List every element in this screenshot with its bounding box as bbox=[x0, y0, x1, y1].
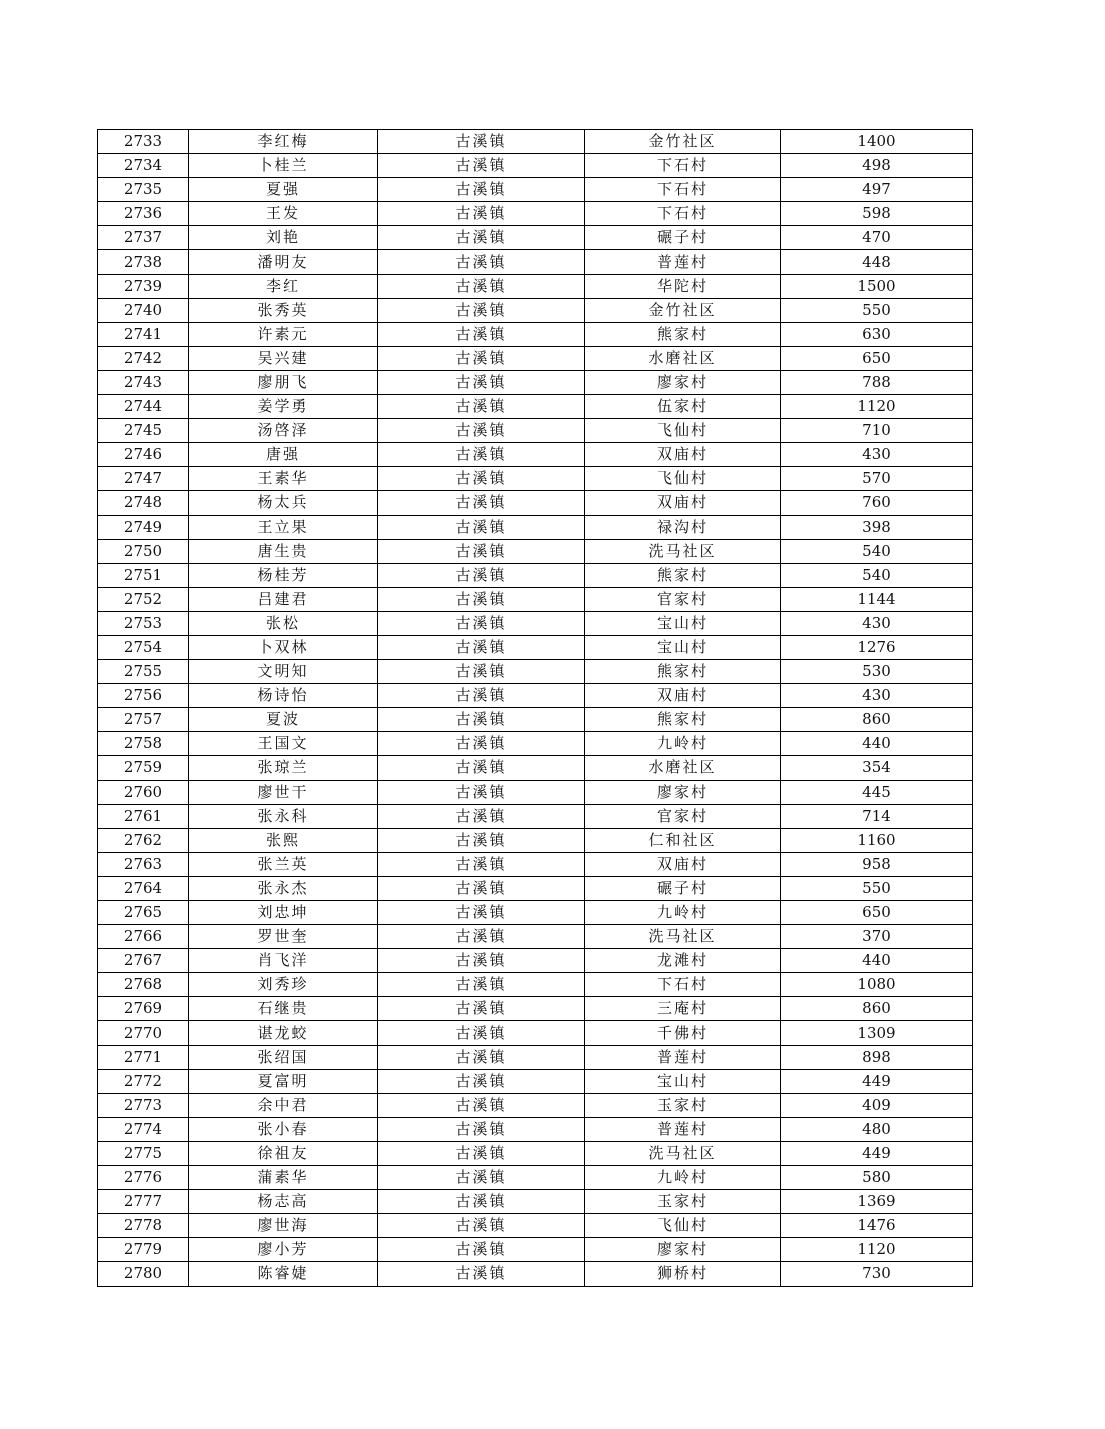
cell-town: 古溪镇 bbox=[378, 419, 585, 443]
cell-number: 2742 bbox=[98, 346, 189, 370]
cell-name: 张松 bbox=[189, 611, 378, 635]
table-row bbox=[98, 660, 973, 684]
cell-name: 杨太兵 bbox=[189, 491, 378, 515]
cell-town: 古溪镇 bbox=[378, 1117, 585, 1141]
table-row bbox=[98, 202, 973, 226]
cell-name: 刘忠坤 bbox=[189, 901, 378, 925]
cell-number: 2744 bbox=[98, 395, 189, 419]
cell-town: 古溪镇 bbox=[378, 587, 585, 611]
cell-amount: 440 bbox=[781, 732, 973, 756]
cell-name: 卜双林 bbox=[189, 635, 378, 659]
cell-town: 古溪镇 bbox=[378, 876, 585, 900]
table-row bbox=[98, 563, 973, 587]
cell-village: 洗马社区 bbox=[585, 1141, 781, 1165]
cell-village: 宝山村 bbox=[585, 635, 781, 659]
cell-town: 古溪镇 bbox=[378, 1141, 585, 1165]
cell-village: 九岭村 bbox=[585, 901, 781, 925]
cell-amount: 530 bbox=[781, 660, 973, 684]
cell-number: 2780 bbox=[98, 1262, 189, 1286]
cell-name: 余中君 bbox=[189, 1093, 378, 1117]
cell-name: 张熙 bbox=[189, 828, 378, 852]
cell-village: 双庙村 bbox=[585, 491, 781, 515]
cell-amount: 898 bbox=[781, 1045, 973, 1069]
cell-number: 2773 bbox=[98, 1093, 189, 1117]
cell-number: 2748 bbox=[98, 491, 189, 515]
cell-amount: 1276 bbox=[781, 635, 973, 659]
cell-amount: 470 bbox=[781, 226, 973, 250]
table-row bbox=[98, 1190, 973, 1214]
cell-number: 2761 bbox=[98, 804, 189, 828]
cell-town: 古溪镇 bbox=[378, 828, 585, 852]
cell-amount: 498 bbox=[781, 154, 973, 178]
cell-village: 双庙村 bbox=[585, 443, 781, 467]
cell-village: 宝山村 bbox=[585, 611, 781, 635]
cell-amount: 650 bbox=[781, 901, 973, 925]
cell-town: 古溪镇 bbox=[378, 563, 585, 587]
cell-town: 古溪镇 bbox=[378, 635, 585, 659]
cell-name: 卜桂兰 bbox=[189, 154, 378, 178]
cell-number: 2751 bbox=[98, 563, 189, 587]
cell-village: 熊家村 bbox=[585, 322, 781, 346]
cell-town: 古溪镇 bbox=[378, 1093, 585, 1117]
cell-name: 姜学勇 bbox=[189, 395, 378, 419]
cell-village: 碾子村 bbox=[585, 876, 781, 900]
cell-amount: 730 bbox=[781, 1262, 973, 1286]
table-row bbox=[98, 635, 973, 659]
cell-amount: 480 bbox=[781, 1117, 973, 1141]
cell-village: 九岭村 bbox=[585, 1166, 781, 1190]
cell-name: 张永科 bbox=[189, 804, 378, 828]
cell-amount: 650 bbox=[781, 346, 973, 370]
cell-amount: 449 bbox=[781, 1069, 973, 1093]
cell-village: 双庙村 bbox=[585, 684, 781, 708]
table-row bbox=[98, 226, 973, 250]
cell-village: 飞仙村 bbox=[585, 467, 781, 491]
cell-town: 古溪镇 bbox=[378, 1021, 585, 1045]
cell-name: 杨桂芳 bbox=[189, 563, 378, 587]
cell-name: 唐强 bbox=[189, 443, 378, 467]
cell-number: 2756 bbox=[98, 684, 189, 708]
table-row bbox=[98, 178, 973, 202]
cell-amount: 1309 bbox=[781, 1021, 973, 1045]
cell-village: 下石村 bbox=[585, 178, 781, 202]
cell-village: 玉家村 bbox=[585, 1093, 781, 1117]
table-row bbox=[98, 370, 973, 394]
cell-village: 水磨社区 bbox=[585, 756, 781, 780]
cell-amount: 440 bbox=[781, 949, 973, 973]
cell-village: 狮桥村 bbox=[585, 1262, 781, 1286]
table-row bbox=[98, 973, 973, 997]
cell-number: 2741 bbox=[98, 322, 189, 346]
table-row bbox=[98, 1045, 973, 1069]
table-row bbox=[98, 539, 973, 563]
cell-number: 2734 bbox=[98, 154, 189, 178]
cell-town: 古溪镇 bbox=[378, 708, 585, 732]
cell-amount: 1369 bbox=[781, 1190, 973, 1214]
table-row bbox=[98, 997, 973, 1021]
cell-amount: 409 bbox=[781, 1093, 973, 1117]
cell-amount: 430 bbox=[781, 443, 973, 467]
cell-name: 蒲素华 bbox=[189, 1166, 378, 1190]
cell-town: 古溪镇 bbox=[378, 250, 585, 274]
cell-amount: 1080 bbox=[781, 973, 973, 997]
cell-village: 洗马社区 bbox=[585, 925, 781, 949]
cell-number: 2763 bbox=[98, 852, 189, 876]
cell-village: 伍家村 bbox=[585, 395, 781, 419]
cell-town: 古溪镇 bbox=[378, 443, 585, 467]
cell-name: 张琼兰 bbox=[189, 756, 378, 780]
cell-number: 2757 bbox=[98, 708, 189, 732]
cell-village: 双庙村 bbox=[585, 852, 781, 876]
cell-amount: 449 bbox=[781, 1141, 973, 1165]
table-row bbox=[98, 274, 973, 298]
cell-amount: 445 bbox=[781, 780, 973, 804]
table-row bbox=[98, 1141, 973, 1165]
cell-name: 谌龙蛟 bbox=[189, 1021, 378, 1045]
cell-town: 古溪镇 bbox=[378, 684, 585, 708]
cell-number: 2749 bbox=[98, 515, 189, 539]
cell-amount: 1120 bbox=[781, 1238, 973, 1262]
cell-village: 普莲村 bbox=[585, 1117, 781, 1141]
cell-name: 张永杰 bbox=[189, 876, 378, 900]
cell-name: 李红梅 bbox=[189, 130, 378, 154]
cell-village: 廖家村 bbox=[585, 1238, 781, 1262]
cell-name: 文明知 bbox=[189, 660, 378, 684]
table-row bbox=[98, 756, 973, 780]
cell-number: 2739 bbox=[98, 274, 189, 298]
cell-name: 张秀英 bbox=[189, 298, 378, 322]
cell-village: 宝山村 bbox=[585, 1069, 781, 1093]
cell-amount: 550 bbox=[781, 876, 973, 900]
cell-village: 千佛村 bbox=[585, 1021, 781, 1045]
cell-name: 刘艳 bbox=[189, 226, 378, 250]
cell-number: 2743 bbox=[98, 370, 189, 394]
cell-number: 2752 bbox=[98, 587, 189, 611]
cell-amount: 540 bbox=[781, 563, 973, 587]
cell-name: 汤啓泽 bbox=[189, 419, 378, 443]
table-row bbox=[98, 828, 973, 852]
cell-amount: 598 bbox=[781, 202, 973, 226]
cell-name: 肖飞洋 bbox=[189, 949, 378, 973]
cell-town: 古溪镇 bbox=[378, 780, 585, 804]
cell-amount: 354 bbox=[781, 756, 973, 780]
table-body bbox=[98, 130, 973, 1287]
cell-town: 古溪镇 bbox=[378, 611, 585, 635]
cell-name: 杨诗怡 bbox=[189, 684, 378, 708]
cell-town: 古溪镇 bbox=[378, 1190, 585, 1214]
cell-number: 2779 bbox=[98, 1238, 189, 1262]
cell-village: 禄沟村 bbox=[585, 515, 781, 539]
cell-name: 夏富明 bbox=[189, 1069, 378, 1093]
cell-amount: 760 bbox=[781, 491, 973, 515]
cell-amount: 788 bbox=[781, 370, 973, 394]
cell-village: 熊家村 bbox=[585, 660, 781, 684]
cell-amount: 570 bbox=[781, 467, 973, 491]
cell-amount: 860 bbox=[781, 997, 973, 1021]
cell-village: 金竹社区 bbox=[585, 298, 781, 322]
table-row bbox=[98, 130, 973, 154]
cell-town: 古溪镇 bbox=[378, 370, 585, 394]
cell-number: 2745 bbox=[98, 419, 189, 443]
cell-number: 2754 bbox=[98, 635, 189, 659]
cell-amount: 710 bbox=[781, 419, 973, 443]
cell-town: 古溪镇 bbox=[378, 154, 585, 178]
cell-number: 2767 bbox=[98, 949, 189, 973]
cell-village: 飞仙村 bbox=[585, 419, 781, 443]
table-row bbox=[98, 395, 973, 419]
cell-amount: 1476 bbox=[781, 1214, 973, 1238]
cell-name: 廖世海 bbox=[189, 1214, 378, 1238]
cell-amount: 430 bbox=[781, 611, 973, 635]
cell-town: 古溪镇 bbox=[378, 467, 585, 491]
cell-name: 潘明友 bbox=[189, 250, 378, 274]
cell-village: 下石村 bbox=[585, 202, 781, 226]
cell-number: 2769 bbox=[98, 997, 189, 1021]
cell-village: 华陀村 bbox=[585, 274, 781, 298]
cell-name: 张兰英 bbox=[189, 852, 378, 876]
cell-name: 王素华 bbox=[189, 467, 378, 491]
cell-number: 2774 bbox=[98, 1117, 189, 1141]
table-row bbox=[98, 1117, 973, 1141]
cell-number: 2775 bbox=[98, 1141, 189, 1165]
cell-number: 2735 bbox=[98, 178, 189, 202]
cell-town: 古溪镇 bbox=[378, 178, 585, 202]
cell-town: 古溪镇 bbox=[378, 515, 585, 539]
cell-amount: 497 bbox=[781, 178, 973, 202]
cell-town: 古溪镇 bbox=[378, 130, 585, 154]
cell-amount: 958 bbox=[781, 852, 973, 876]
cell-amount: 1160 bbox=[781, 828, 973, 852]
cell-number: 2760 bbox=[98, 780, 189, 804]
cell-name: 张绍国 bbox=[189, 1045, 378, 1069]
table-row bbox=[98, 346, 973, 370]
cell-name: 陈睿婕 bbox=[189, 1262, 378, 1286]
table-row bbox=[98, 1262, 973, 1286]
cell-town: 古溪镇 bbox=[378, 346, 585, 370]
cell-amount: 630 bbox=[781, 322, 973, 346]
table-row bbox=[98, 587, 973, 611]
cell-name: 杨志高 bbox=[189, 1190, 378, 1214]
cell-name: 王国文 bbox=[189, 732, 378, 756]
cell-number: 2776 bbox=[98, 1166, 189, 1190]
cell-village: 熊家村 bbox=[585, 708, 781, 732]
cell-village: 下石村 bbox=[585, 154, 781, 178]
cell-amount: 1120 bbox=[781, 395, 973, 419]
cell-name: 许素元 bbox=[189, 322, 378, 346]
table-row bbox=[98, 684, 973, 708]
cell-town: 古溪镇 bbox=[378, 539, 585, 563]
cell-village: 下石村 bbox=[585, 973, 781, 997]
table-row bbox=[98, 852, 973, 876]
cell-village: 飞仙村 bbox=[585, 1214, 781, 1238]
table-row bbox=[98, 780, 973, 804]
table-row bbox=[98, 1214, 973, 1238]
cell-name: 夏波 bbox=[189, 708, 378, 732]
cell-town: 古溪镇 bbox=[378, 395, 585, 419]
cell-town: 古溪镇 bbox=[378, 973, 585, 997]
table-row bbox=[98, 901, 973, 925]
cell-number: 2733 bbox=[98, 130, 189, 154]
table-row bbox=[98, 491, 973, 515]
cell-town: 古溪镇 bbox=[378, 1069, 585, 1093]
cell-town: 古溪镇 bbox=[378, 660, 585, 684]
cell-village: 官家村 bbox=[585, 804, 781, 828]
cell-name: 石继贵 bbox=[189, 997, 378, 1021]
cell-name: 刘秀珍 bbox=[189, 973, 378, 997]
cell-village: 普莲村 bbox=[585, 1045, 781, 1069]
cell-town: 古溪镇 bbox=[378, 1238, 585, 1262]
cell-number: 2772 bbox=[98, 1069, 189, 1093]
data-table bbox=[97, 129, 973, 1287]
cell-town: 古溪镇 bbox=[378, 202, 585, 226]
cell-town: 古溪镇 bbox=[378, 322, 585, 346]
cell-number: 2758 bbox=[98, 732, 189, 756]
table-row bbox=[98, 1166, 973, 1190]
cell-number: 2765 bbox=[98, 901, 189, 925]
table-row bbox=[98, 1069, 973, 1093]
table-row bbox=[98, 876, 973, 900]
cell-village: 水磨社区 bbox=[585, 346, 781, 370]
cell-village: 碾子村 bbox=[585, 226, 781, 250]
cell-town: 古溪镇 bbox=[378, 732, 585, 756]
cell-town: 古溪镇 bbox=[378, 491, 585, 515]
table-row bbox=[98, 250, 973, 274]
cell-number: 2753 bbox=[98, 611, 189, 635]
cell-number: 2746 bbox=[98, 443, 189, 467]
cell-name: 廖世干 bbox=[189, 780, 378, 804]
cell-village: 九岭村 bbox=[585, 732, 781, 756]
cell-village: 熊家村 bbox=[585, 563, 781, 587]
cell-number: 2771 bbox=[98, 1045, 189, 1069]
cell-number: 2770 bbox=[98, 1021, 189, 1045]
cell-amount: 540 bbox=[781, 539, 973, 563]
cell-name: 廖朋飞 bbox=[189, 370, 378, 394]
cell-name: 王立果 bbox=[189, 515, 378, 539]
cell-village: 玉家村 bbox=[585, 1190, 781, 1214]
cell-village: 龙滩村 bbox=[585, 949, 781, 973]
cell-amount: 1400 bbox=[781, 130, 973, 154]
cell-village: 仁和社区 bbox=[585, 828, 781, 852]
cell-town: 古溪镇 bbox=[378, 901, 585, 925]
cell-name: 廖小芳 bbox=[189, 1238, 378, 1262]
table-row bbox=[98, 467, 973, 491]
table-row bbox=[98, 322, 973, 346]
cell-town: 古溪镇 bbox=[378, 852, 585, 876]
cell-town: 古溪镇 bbox=[378, 949, 585, 973]
cell-village: 三庵村 bbox=[585, 997, 781, 1021]
table-row bbox=[98, 1238, 973, 1262]
cell-name: 徐祖友 bbox=[189, 1141, 378, 1165]
cell-town: 古溪镇 bbox=[378, 756, 585, 780]
cell-town: 古溪镇 bbox=[378, 997, 585, 1021]
cell-town: 古溪镇 bbox=[378, 1214, 585, 1238]
table-row bbox=[98, 732, 973, 756]
cell-name: 吕建君 bbox=[189, 587, 378, 611]
cell-number: 2764 bbox=[98, 876, 189, 900]
cell-amount: 448 bbox=[781, 250, 973, 274]
cell-name: 吴兴建 bbox=[189, 346, 378, 370]
cell-amount: 1500 bbox=[781, 274, 973, 298]
cell-town: 古溪镇 bbox=[378, 804, 585, 828]
table-row bbox=[98, 443, 973, 467]
table-row bbox=[98, 925, 973, 949]
cell-name: 王发 bbox=[189, 202, 378, 226]
cell-village: 廖家村 bbox=[585, 370, 781, 394]
table-row bbox=[98, 949, 973, 973]
cell-number: 2762 bbox=[98, 828, 189, 852]
cell-number: 2777 bbox=[98, 1190, 189, 1214]
cell-village: 廖家村 bbox=[585, 780, 781, 804]
cell-number: 2755 bbox=[98, 660, 189, 684]
cell-number: 2768 bbox=[98, 973, 189, 997]
cell-town: 古溪镇 bbox=[378, 226, 585, 250]
cell-village: 普莲村 bbox=[585, 250, 781, 274]
cell-town: 古溪镇 bbox=[378, 1166, 585, 1190]
cell-amount: 580 bbox=[781, 1166, 973, 1190]
table-row bbox=[98, 804, 973, 828]
table-row bbox=[98, 1093, 973, 1117]
cell-amount: 1144 bbox=[781, 587, 973, 611]
cell-name: 李红 bbox=[189, 274, 378, 298]
cell-town: 古溪镇 bbox=[378, 274, 585, 298]
cell-number: 2737 bbox=[98, 226, 189, 250]
cell-name: 罗世奎 bbox=[189, 925, 378, 949]
cell-amount: 430 bbox=[781, 684, 973, 708]
cell-name: 唐生贵 bbox=[189, 539, 378, 563]
table-row bbox=[98, 298, 973, 322]
table-row bbox=[98, 708, 973, 732]
cell-amount: 714 bbox=[781, 804, 973, 828]
cell-town: 古溪镇 bbox=[378, 1045, 585, 1069]
cell-number: 2736 bbox=[98, 202, 189, 226]
cell-number: 2778 bbox=[98, 1214, 189, 1238]
cell-amount: 398 bbox=[781, 515, 973, 539]
cell-amount: 370 bbox=[781, 925, 973, 949]
cell-village: 金竹社区 bbox=[585, 130, 781, 154]
table-row bbox=[98, 611, 973, 635]
table-row bbox=[98, 515, 973, 539]
table-row bbox=[98, 1021, 973, 1045]
cell-number: 2766 bbox=[98, 925, 189, 949]
cell-town: 古溪镇 bbox=[378, 925, 585, 949]
cell-number: 2747 bbox=[98, 467, 189, 491]
table-row bbox=[98, 419, 973, 443]
cell-number: 2759 bbox=[98, 756, 189, 780]
cell-number: 2750 bbox=[98, 539, 189, 563]
cell-village: 官家村 bbox=[585, 587, 781, 611]
cell-amount: 550 bbox=[781, 298, 973, 322]
cell-name: 张小春 bbox=[189, 1117, 378, 1141]
cell-town: 古溪镇 bbox=[378, 298, 585, 322]
cell-number: 2740 bbox=[98, 298, 189, 322]
cell-village: 洗马社区 bbox=[585, 539, 781, 563]
cell-amount: 860 bbox=[781, 708, 973, 732]
table-row bbox=[98, 154, 973, 178]
cell-number: 2738 bbox=[98, 250, 189, 274]
cell-name: 夏强 bbox=[189, 178, 378, 202]
cell-town: 古溪镇 bbox=[378, 1262, 585, 1286]
